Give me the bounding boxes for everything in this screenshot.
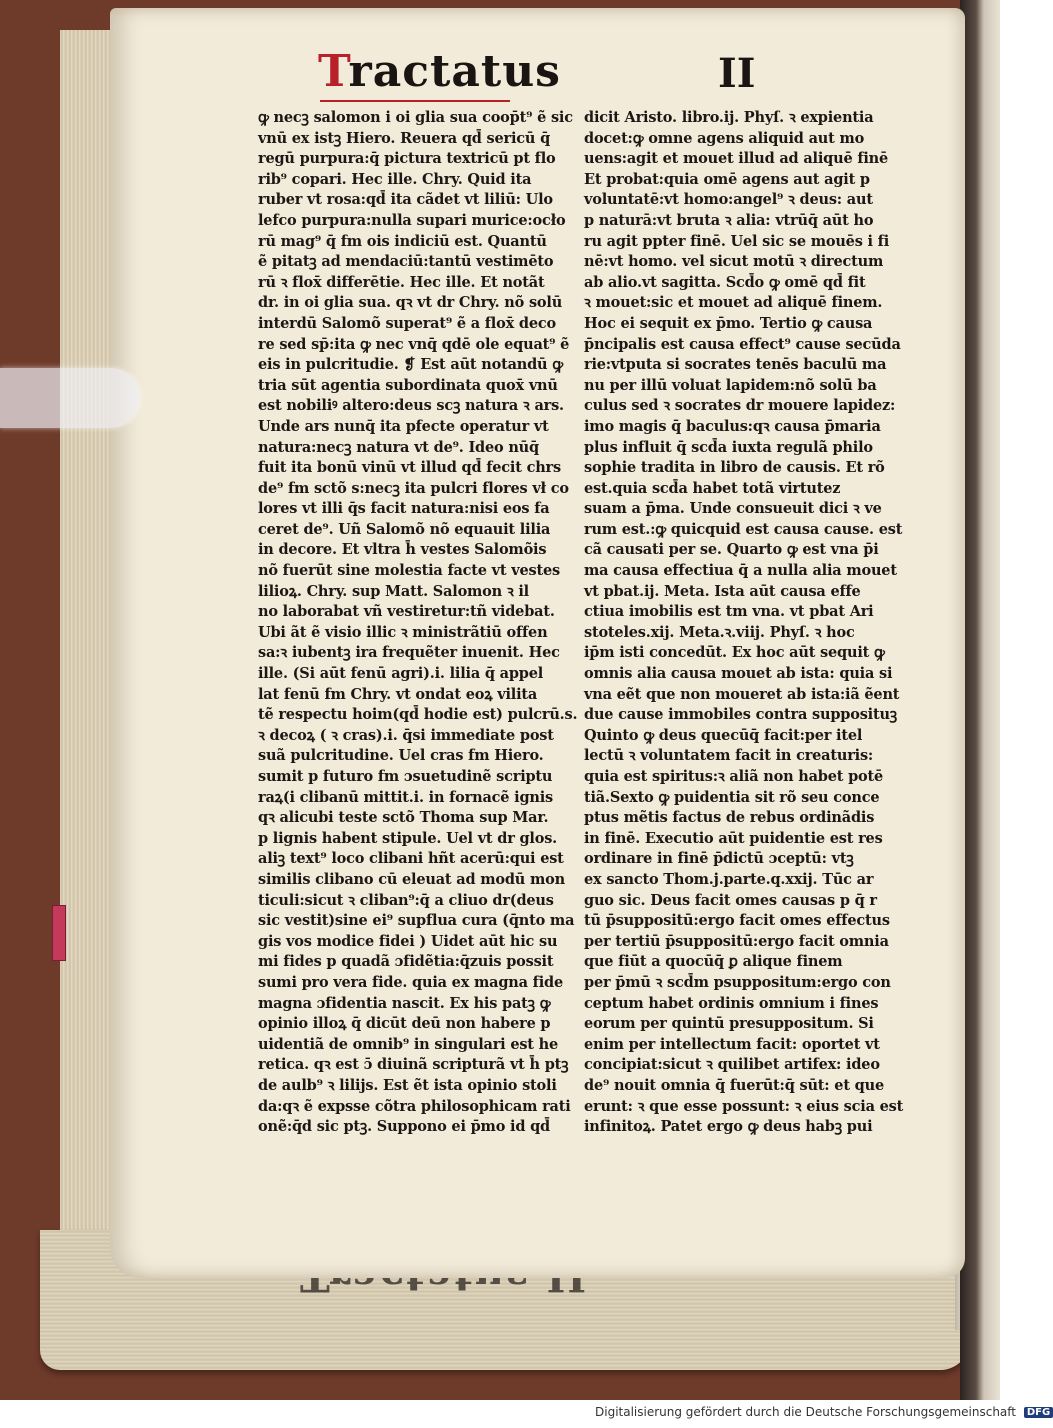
text-line: ordinare in finē p̄dictū ɔceptū: vtꝫ	[584, 850, 854, 868]
text-line: dr. in oi glia sua. qꝛ vt dr Chry. nõ solū	[258, 294, 563, 312]
text-line: ex sancto Thom.j.parte.q.xxij. Tūc ar	[584, 870, 874, 888]
text-line: dicit Aristo. libro.ij. Phyſ. ꝛ expientia	[584, 109, 874, 126]
text-line: Et probat:quia omē agens aut agit p	[584, 170, 870, 188]
text-line: sophie tradita in libro de causis. Et rõ	[584, 459, 885, 477]
text-line: onẽ:q̄d sic ptꝫ. Suppono ei p̄mo id qd̄	[258, 1118, 550, 1136]
text-line: tẽ respectu hoim(qd̄ hodie est) pulcrū.s.	[258, 706, 578, 724]
text-line: rū mag⁹ q̄ fm ois indiciū est. Quantū	[258, 232, 547, 250]
text-line: ille. (Si aūt fenū agri).i. lilia q̄ appel	[258, 665, 544, 683]
text-line: per tertiū p̄suppositū:ergo facit omnia	[584, 932, 889, 950]
text-line: suã pulcritudine. Uel cras fm Hiero.	[258, 747, 544, 765]
text-line: raꝝ(i clibanū mittit.i. in fornacẽ ignis	[258, 788, 553, 806]
text-line: uens:agit et mouet illud ad aliquē finē	[584, 150, 889, 168]
text-line: ctiua imobilis est tm vna. vt pbat Ari	[584, 603, 874, 621]
rubricated-initial: T	[318, 46, 349, 97]
text-line: p naturā:vt bruta ꝛ alia: vtrūq̄ aūt ho	[584, 211, 874, 229]
text-line: lefco purpura:nulla supari murice:ocło	[258, 211, 566, 229]
text-line: aliꝫ text⁹ loco clibani hñt acerū:qui est	[258, 850, 564, 868]
text-line: plus influit q̄ scd̄a iuxta regulã philo	[584, 438, 873, 456]
text-line: gis vos modice fidei ) Uidet aūt hic su	[258, 932, 558, 950]
text-line: Hoc ei sequit ex p̄mo. Tertio ꝙ causa	[584, 314, 873, 332]
text-line: ab alio.vt sagitta. Scd̄o ꝙ omē qd̄ fit	[584, 273, 866, 291]
text-line: ruber vt rosa:qd̄ ita cãdet vt liliū: Ulo	[258, 191, 553, 209]
text-line: magna ɔfidentia nascit. Ex his patꝫ ꝙ	[258, 994, 551, 1012]
rubric-underline	[320, 100, 510, 102]
text-line: ticuli:sicut ꝛ cliban⁹:q̄ a cliuo dr(deus	[258, 891, 554, 909]
text-line: que fiūt a quocūq̄ ꝑ alique finem	[584, 953, 843, 971]
text-line: tiã.Sexto ꝙ puidentia sit rõ seu conce	[584, 788, 880, 806]
credit-text: Digitalisierung gefördert durch die Deutsche Forschungsgemeinschaft	[595, 1405, 1017, 1419]
text-line: retica. qꝛ est ɔ̄ diuinã scripturã vt h̄ ptꝫ	[258, 1056, 569, 1074]
text-line: ꝙ necꝫ salomon i oi glia sua coop̄t⁹ ẽ sic	[258, 109, 573, 126]
text-line: eorum per quintū presuppositum. Si	[584, 1015, 874, 1033]
text-column-left	[258, 108, 578, 1138]
text-line: Unde ars nunq̄ ita pfecte operatur vt	[258, 417, 549, 435]
running-title-text: ractatus	[348, 46, 561, 97]
text-line: interdū Salomõ superat⁹ ẽ a flox̄ deco	[258, 314, 556, 332]
text-line: Ubi ãt ẽ visio illic ꝛ ministrãtiū offen	[258, 623, 548, 641]
text-line: nē:vt homo. vel sicut motū ꝛ directum	[584, 253, 884, 271]
text-line: mi fides p quadã ɔfidẽtia:q̄zuis possit	[258, 953, 554, 971]
text-line: da:qꝛ ẽ expsse cõtra philosophicam rati	[258, 1097, 571, 1115]
text-line: stoteles.xij. Meta.ꝛ.viij. Phyſ. ꝛ hoc	[584, 623, 855, 641]
digitization-credit	[595, 1405, 1051, 1425]
text-line: sumit p futuro fm ɔsuetudinẽ scriptu	[258, 768, 553, 785]
text-line: natura:necꝫ natura vt de⁹. Ideo nūq̄	[258, 438, 539, 456]
text-line: imo magis q̄ baculus:qꝛ causa p̄maria	[584, 417, 881, 435]
text-line: enim per intellectum facit: oportet vt	[584, 1035, 880, 1053]
text-line: erunt: ꝛ que esse possunt: ꝛ eius scia est	[584, 1097, 904, 1115]
text-line: Quinto ꝙ deus quecūq̄ facit:per itel	[584, 726, 863, 744]
text-line: docet:ꝙ omne agens aliquid aut mo	[584, 129, 865, 147]
text-line: ptus mẽtis factus de rebus ordinãdis	[584, 809, 875, 827]
glass-weight	[0, 368, 140, 428]
text-line: fuit ita bonū vinū vt illud qd̄ fecit chrs	[258, 459, 561, 477]
text-line: re sed sp̄:ita ꝙ nec vnq̄ qdē ole equat⁹ ẽ	[258, 335, 570, 353]
text-line: cã causati per se. Quarto ꝙ est vna p̄i	[584, 541, 879, 559]
text-line: no laborabat vñ vestiretur:tñ videbat.	[258, 603, 555, 621]
text-line: rum est.:ꝙ quicquid est causa cause. est	[584, 520, 903, 538]
dfg-logo: DFG	[1024, 1407, 1053, 1418]
text-line: guo sic. Deus facit omes causas p q̄ r	[584, 891, 877, 909]
text-line: est nobiliꝰ altero:deus scꝫ natura ꝛ ars.	[258, 397, 564, 415]
text-line: in finē. Executio aūt puidentie est res	[584, 829, 883, 847]
text-line: p lignis habent stipule. Uel vt dr glos.	[258, 829, 558, 847]
text-line: ceret de⁹. Uñ Salomõ nõ equauit lilia	[258, 520, 551, 538]
text-line: lores vt illi q̄s facit natura:nisi eos fa	[258, 500, 550, 518]
text-line: opinio illoꝝ q̄ dicūt deū non habere p	[258, 1015, 551, 1033]
text-line: rib⁹ copari. Hec ille. Chry. Quid ita	[258, 170, 532, 188]
text-line: infinitoꝝ. Patet ergo ꝙ deus habꝫ pui	[584, 1118, 873, 1136]
text-line: est.quia scd̄a habet totã virtutez	[584, 479, 841, 497]
text-line: similis clibano cū eleuat ad modū mon	[258, 870, 565, 888]
text-line: ẽ pitatꝫ ad mendaciū:tantū vestimēto	[258, 253, 554, 271]
text-line: ꝛ decoꝝ ( ꝛ cras).i. q̄si immediate post	[258, 726, 554, 744]
text-line: in decore. Et vltra h̄ vestes Salomõis	[258, 541, 547, 559]
text-line: ip̄m isti concedūt. Ex hoc aūt sequit ꝙ	[584, 644, 885, 662]
text-line: p̄ncipalis est causa effect⁹ cause secūda	[584, 335, 901, 353]
text-line: eis in pulcritudie. ❡ Est aūt notandū ꝙ	[258, 356, 563, 374]
text-column-right	[584, 108, 904, 1138]
text-line: suam a p̄ma. Unde consueuit dici ꝛ ve	[584, 500, 882, 518]
bookmark-ribbon	[52, 905, 66, 961]
text-line: per p̄mū ꝛ scd̄m psuppositum:ergo con	[584, 973, 891, 991]
text-line: vt pbat.ij. Meta. Ista aūt causa effe	[584, 582, 861, 600]
text-line: de⁹ nouit omnia q̄ fuerūt:q̄ sūt: et que	[584, 1076, 884, 1094]
text-line: tria sūt agentia subordinata quox̄ vnū	[258, 376, 558, 394]
text-line: vnū ex istꝫ Hiero. Reuera qd̄ sericū q̄	[258, 129, 551, 147]
text-line: ru agit ppter finē. Uel sic se mouēs i fi	[584, 232, 890, 250]
text-line: de aulb⁹ ꝛ lilijs. Est ẽt ista opinio stoli	[258, 1076, 557, 1094]
text-line: ceptum habet ordinis omnium i fines	[584, 994, 879, 1012]
text-line: nu per illū voluat lapidem:nõ solū ba	[584, 376, 877, 394]
text-line: lectū ꝛ voluntatem facit in creaturis:	[584, 747, 874, 765]
text-line: ꝛ mouet:sic et mouet ad aliquē finem.	[584, 294, 883, 312]
text-line: de⁹ fm sctõ s:necꝫ ita pulcri flores vł co	[258, 479, 569, 497]
text-line: sa:ꝛ iubentꝫ ira frequẽter inuenit. Hec	[258, 644, 560, 662]
text-line: rie:vtputa si socrates tenēs baculū ma	[584, 356, 887, 374]
text-line: lat fenū fm Chry. vt ondat eoꝝ vilita	[258, 685, 538, 703]
folio-number: II	[718, 50, 756, 97]
text-line: nõ fuerūt sine molestia facte vt vestes	[258, 562, 560, 580]
text-line: regū purpura:q̄ pictura textricū pt flo	[258, 150, 556, 168]
text-line: sic vestit)sine ei⁹ supflua cura (q̄nto ma	[258, 912, 575, 930]
text-line: quia est spiritus:ꝛ aliã non habet potē	[584, 768, 884, 785]
text-line: qꝛ alicubi teste sctõ Thoma sup Mar.	[258, 809, 549, 827]
binding	[960, 0, 1000, 1400]
text-line: sumi pro vera fide. quia ex magna fide	[258, 973, 563, 991]
text-line: tū p̄suppositū:ergo facit omes effectus	[584, 912, 890, 930]
text-line: lilioꝝ. Chry. sup Matt. Salomon ꝛ il	[258, 582, 529, 600]
text-line: vna eẽt que non moueret ab ista:iã ẽent	[584, 685, 900, 703]
text-line: voluntatē:vt homo:angel⁹ ꝛ deus: aut	[584, 191, 873, 209]
text-line: culus sed ꝛ socrates dr mouere lapidez:	[584, 397, 896, 415]
text-line: rū ꝛ flox̄ differētie. Hec ille. Et notãt	[258, 273, 545, 291]
text-line: uidentiã de omnib⁹ in singulari est he	[258, 1035, 559, 1053]
running-title	[318, 46, 561, 97]
text-line: omnis alia causa mouet ab ista: quia si	[584, 665, 893, 683]
text-line: concipiat:sicut ꝛ quilibet artifex: ideo	[584, 1056, 880, 1074]
text-line: due cause immobiles contra supposituꝫ	[584, 706, 898, 724]
text-line: ma causa effectiua q̄ a nulla alia mouet	[584, 562, 897, 580]
